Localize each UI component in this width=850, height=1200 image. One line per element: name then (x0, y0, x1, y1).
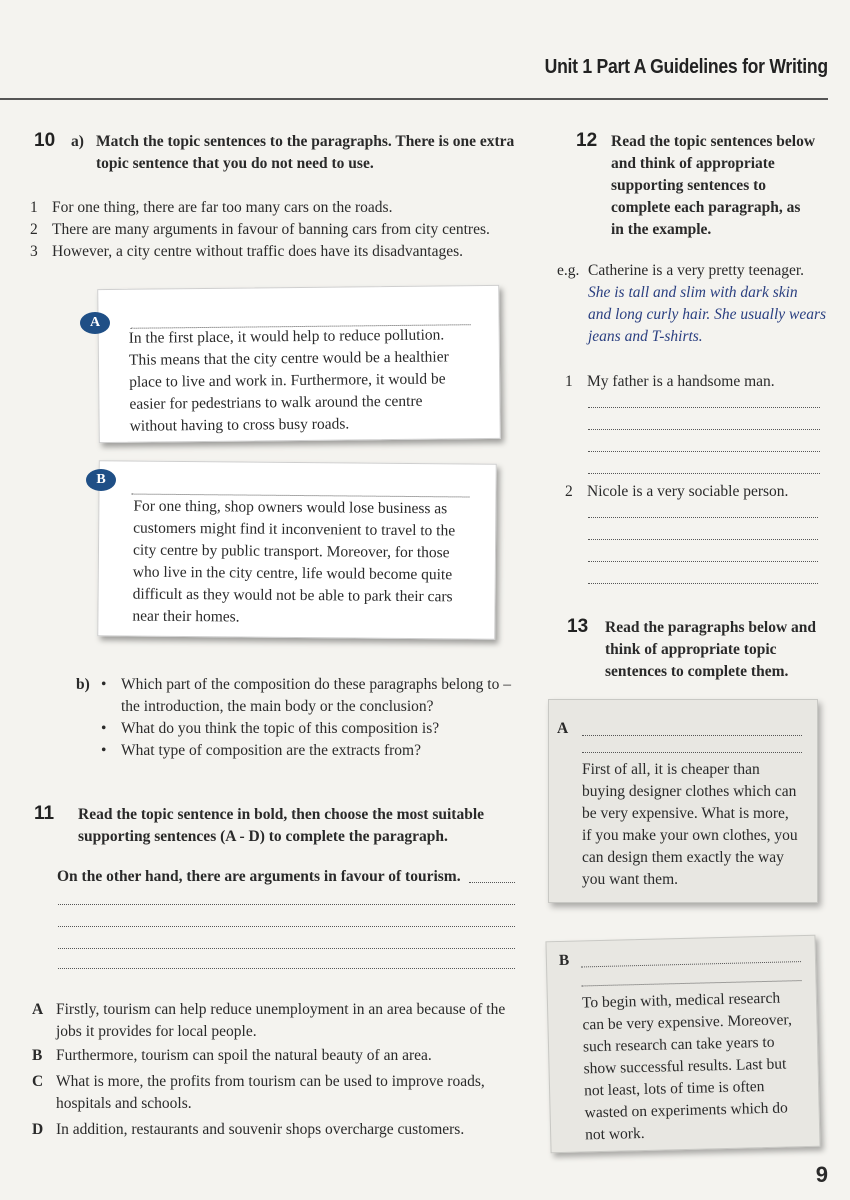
ex10-instruction-line1: Match the topic sentences to the paragraphs. There is one extra (96, 133, 515, 150)
answer-line (469, 882, 515, 883)
paragraph-a-badge: A (80, 312, 110, 334)
paragraph-line: city centre by public transport. Moreover, for those (132, 541, 450, 562)
ex10-instruction (96, 131, 536, 175)
answer-line (582, 735, 802, 736)
answer-line (582, 980, 802, 986)
ex10-part-a-label: a) (71, 133, 84, 150)
ex12-instruction-line: supporting sentences to (611, 177, 767, 194)
ex12-instruction-line: Read the topic sentences below (611, 133, 816, 150)
paragraph-b-badge: B (86, 469, 116, 491)
paragraph-line: To begin with, medical research (581, 989, 781, 1012)
answer-line (58, 948, 515, 949)
paragraph-line: such research can take years to (582, 1033, 775, 1056)
exercise-11-number: 11 (34, 803, 55, 824)
answer-line (582, 752, 802, 753)
ex10-paragraph-b-card (97, 460, 497, 639)
ex10-sentence-list (30, 197, 490, 263)
exercise-13-number: 13 (567, 616, 589, 637)
example-topic: Catherine is a very pretty teenager. (588, 262, 805, 279)
ex11-options (32, 999, 505, 1141)
paragraph-line: you want them. (582, 871, 678, 888)
ex10-paragraph-a-card (97, 285, 501, 443)
header-rule (0, 98, 828, 100)
ex10-paragraph-a-text (129, 324, 480, 438)
ex12-instruction (611, 131, 815, 241)
ex10-paragraph-b-text (132, 496, 469, 631)
list-item: • Which part of the composition do these paragraphs belong to – (101, 676, 511, 693)
ex13-paragraph-b-card (545, 935, 820, 1154)
paragraph-line: difficult as they would not be able to park their cars (132, 585, 453, 606)
ex12-instruction-line: in the example. (611, 221, 712, 238)
ex13-instruction (605, 617, 816, 683)
paragraph-line: not least, lots of time is often (583, 1078, 765, 1100)
paragraph-line: First of all, it is cheaper than (582, 761, 760, 778)
ex13-paragraph-b-text (582, 987, 806, 1146)
ex12-instruction-line: and think of appropriate (611, 155, 775, 172)
ex10-part-b-label: b) (76, 676, 90, 693)
page-number: 9 (815, 1162, 828, 1187)
ex11-instruction-line1: Read the topic sentence in bold, then choose the most suitable (78, 806, 485, 823)
ex13-paragraph-a-card (548, 699, 818, 903)
ex10-bullets (101, 674, 511, 762)
list-item: the introduction, the main body or the conclusion? (121, 698, 434, 715)
exercise-12-number: 12 (576, 130, 598, 151)
paragraph-a-letter: A (557, 720, 569, 737)
example-support-line: and long curly hair. She usually wears (588, 306, 827, 323)
answer-line (588, 451, 820, 452)
list-item: 1 For one thing, there are far too many cars on the roads. (30, 199, 393, 216)
answer-line (588, 561, 818, 562)
answer-line (588, 429, 820, 430)
example-label: e.g. (557, 262, 580, 279)
paragraph-line: can design them exactly the way (582, 849, 784, 866)
paragraph-line: without having to cross busy roads. (129, 415, 350, 435)
list-item: B Furthermore, tourism can spoil the natural beauty of an area. (32, 1047, 432, 1064)
ex13-instruction-line: think of appropriate topic (605, 641, 777, 658)
answer-line (58, 968, 515, 969)
answer-line (581, 961, 801, 967)
paragraph-line: In the first place, it would help to reduce pollution. (128, 326, 445, 347)
ex13-instruction-line: Read the paragraphs below and (605, 619, 816, 636)
paragraph-line: easier for pedestrians to walk around the centre (129, 392, 423, 413)
unit-title: Unit 1 Part A Guidelines for Writing (544, 56, 828, 78)
paragraph-line: wasted on experiments which do (584, 1099, 788, 1122)
ex12-instruction-line: complete each paragraph, as (611, 199, 801, 216)
list-item: D In addition, restaurants and souvenir shops overcharge customers. (32, 1121, 465, 1138)
answer-line (588, 473, 820, 474)
ex12-item-2: 2 Nicole is a very sociable person. (565, 483, 789, 500)
answer-line (58, 904, 515, 905)
answer-line (588, 407, 820, 408)
ex11-topic-sentence: On the other hand, there are arguments in favour of tourism. (57, 868, 461, 885)
paragraph-b-letter: B (558, 951, 570, 970)
list-item: 2 There are many arguments in favour of banning cars from city centres. (30, 221, 490, 238)
paragraph-line: show successful results. Last but (583, 1055, 787, 1078)
paragraph-line: place to live and work in. Furthermore, it would be (129, 370, 446, 391)
list-item: A Firstly, tourism can help reduce unemployment in an area because of the jobs it provides for local people. (32, 1001, 506, 1040)
paragraph-line: For one thing, shop owners would lose business as (133, 497, 448, 518)
ex12-example-support (588, 282, 826, 348)
list-item: 3 However, a city centre without traffic does have its disadvantages. (30, 243, 463, 260)
example-support-line: She is tall and slim with dark skin (588, 284, 798, 301)
list-item: • What do you think the topic of this composition is? (101, 720, 440, 737)
paragraph-line: be very expensive. What is more, (582, 805, 789, 822)
paragraph-line: not work. (584, 1124, 645, 1144)
paragraph-line: customers might find it inconvenient to travel to the (133, 519, 456, 540)
paragraph-line: if you make your own clothes, you (582, 827, 798, 844)
paragraph-line: can be very expensive. Moreover, (582, 1011, 793, 1034)
paragraph-line: near their homes. (132, 607, 240, 626)
paragraph-line: who live in the city centre, life would become quite (132, 563, 453, 584)
answer-line (58, 926, 515, 927)
answer-line (588, 539, 818, 540)
paragraph-line: This means that the city centre would be a healthier (128, 348, 449, 369)
ex13-paragraph-a-text (582, 759, 804, 891)
list-item: • What type of composition are the extracts from? (101, 742, 421, 759)
list-item: C What is more, the profits from tourism can be used to improve roads, hospitals and schools. (32, 1073, 485, 1112)
answer-line (588, 583, 818, 584)
ex10-instruction-line2: topic sentence that you do not need to use. (96, 155, 374, 172)
ex11-instruction-line2: supporting sentences (A - D) to complete the paragraph. (78, 828, 448, 845)
ex13-instruction-line: sentences to complete them. (605, 663, 789, 680)
answer-line (588, 517, 818, 518)
page-header (0, 0, 850, 100)
paragraph-line: buying designer clothes which can (582, 783, 797, 800)
ex11-instruction (78, 804, 484, 848)
exercise-10-number: 10 (34, 130, 56, 151)
example-support-line: jeans and T-shirts. (588, 328, 703, 345)
ex12-item-1: 1 My father is a handsome man. (565, 373, 775, 390)
ex12-example (557, 260, 804, 282)
